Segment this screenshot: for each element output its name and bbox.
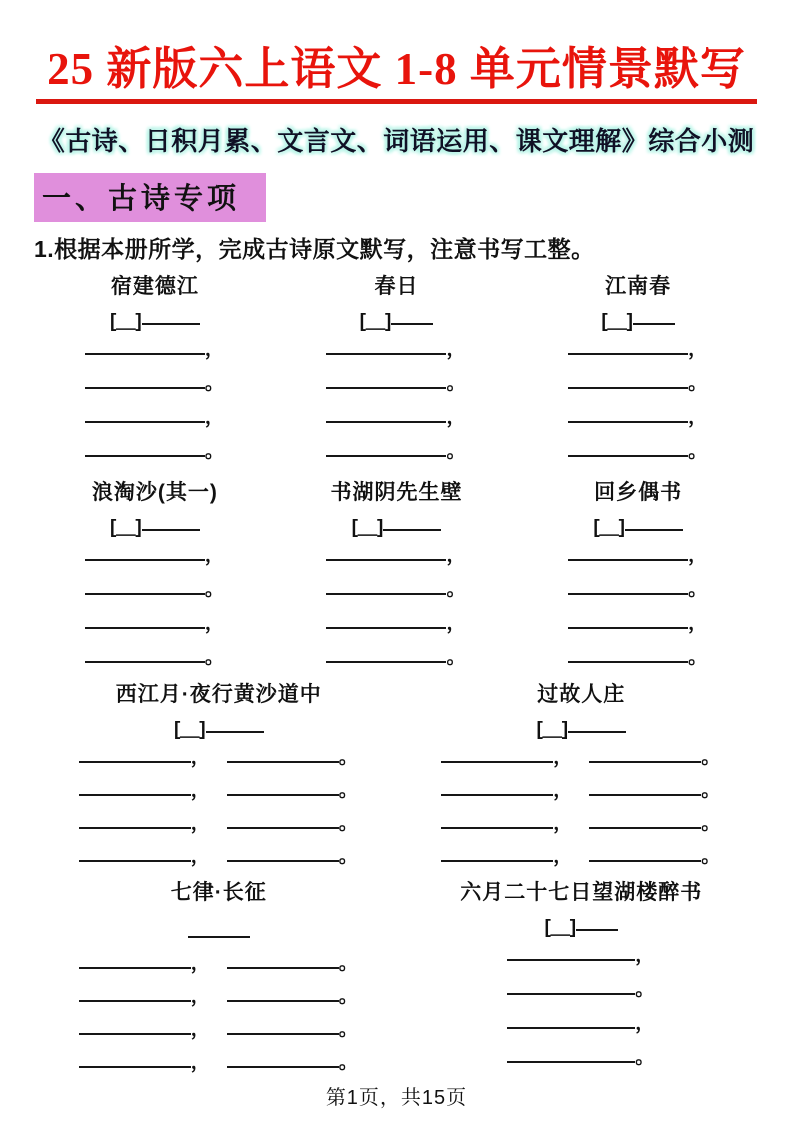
punctuation: 。 <box>204 441 224 463</box>
author-line <box>34 906 404 948</box>
poem-title: 过故人庄 <box>537 683 626 707</box>
fill-blank <box>568 541 688 561</box>
fill-blank <box>79 842 191 862</box>
punctuation: ， <box>635 1013 655 1035</box>
punctuation: 。 <box>446 441 466 463</box>
author-blank <box>206 713 264 733</box>
punctuation: ， <box>190 986 210 1008</box>
fill-blank <box>227 982 339 1002</box>
fill-blank <box>589 809 701 829</box>
fill-blank <box>568 609 688 629</box>
fill-blank <box>79 743 191 763</box>
poem-row-1 <box>34 274 759 470</box>
author-bracket: [＿] <box>536 719 569 741</box>
fill-blank <box>227 842 339 862</box>
punctuation: ， <box>204 407 224 429</box>
fill-blank <box>326 335 446 355</box>
fill-line <box>276 574 518 608</box>
punctuation: 。 <box>701 780 721 802</box>
fill-line <box>404 1042 759 1076</box>
fill-line <box>34 608 276 642</box>
author-bracket: [＿] <box>110 311 142 333</box>
fill-blank <box>441 743 553 763</box>
punctuation: ， <box>446 613 466 635</box>
punctuation: ， <box>190 1052 210 1074</box>
punctuation: 。 <box>701 813 721 835</box>
punctuation: ， <box>446 339 466 361</box>
fill-blank <box>227 743 339 763</box>
author-bracket: [＿] <box>173 719 206 741</box>
fill-blank <box>79 982 191 1002</box>
punctuation: ， <box>190 747 210 769</box>
fill-blank <box>79 809 191 829</box>
punctuation: 。 <box>446 373 466 395</box>
fill-blank <box>227 1048 339 1068</box>
author-blank <box>568 713 626 733</box>
punctuation: 。 <box>338 953 358 975</box>
punctuation: 。 <box>446 647 466 669</box>
fill-line <box>34 334 276 368</box>
section-header: 一、古诗专项 <box>34 173 266 222</box>
fill-blank <box>326 403 446 423</box>
fill-line <box>34 402 276 436</box>
punctuation: ， <box>204 339 224 361</box>
author-blank <box>625 511 683 531</box>
punctuation: 。 <box>688 441 708 463</box>
author-blank <box>633 305 675 325</box>
punctuation: 。 <box>688 647 708 669</box>
fill-line <box>404 841 759 874</box>
punctuation: ， <box>635 945 655 967</box>
fill-line <box>34 775 404 808</box>
punctuation: ， <box>553 747 573 769</box>
punctuation: 。 <box>338 986 358 1008</box>
fill-blank <box>589 842 701 862</box>
punctuation: ， <box>688 545 708 567</box>
author-blank <box>142 305 200 325</box>
fill-line <box>517 574 759 608</box>
author-bracket: [＿] <box>110 517 142 539</box>
fill-blank <box>568 437 688 457</box>
fill-blank <box>227 809 339 829</box>
section-header-wrap <box>34 173 759 222</box>
punctuation: 。 <box>338 813 358 835</box>
fill-line <box>404 974 759 1008</box>
subtitle: 《古诗、日积月累、文言文、词语运用、课文理解》综合小测 <box>38 127 755 157</box>
poem-row-3 <box>34 682 759 874</box>
punctuation: 。 <box>446 579 466 601</box>
fill-line <box>276 436 518 470</box>
author-blank <box>576 911 618 931</box>
punctuation: ， <box>190 1019 210 1041</box>
punctuation: 。 <box>701 846 721 868</box>
punctuation: 。 <box>338 1052 358 1074</box>
fill-line <box>276 368 518 402</box>
fill-blank <box>326 609 446 629</box>
punctuation: 。 <box>204 579 224 601</box>
punctuation: ， <box>688 339 708 361</box>
fill-line <box>404 808 759 841</box>
punctuation: 。 <box>338 1019 358 1041</box>
fill-blank <box>441 776 553 796</box>
fill-blank <box>326 437 446 457</box>
fill-blank <box>441 809 553 829</box>
author-bracket: [＿] <box>601 311 633 333</box>
poem-title: 六月二十七日望湖楼醉书 <box>460 881 703 905</box>
author-bracket: [＿] <box>359 311 392 333</box>
fill-line <box>34 574 276 608</box>
punctuation: 。 <box>338 846 358 868</box>
punctuation: ， <box>446 545 466 567</box>
fill-blank <box>326 643 446 663</box>
fill-blank <box>568 335 688 355</box>
fill-line <box>34 436 276 470</box>
fill-blank <box>85 369 205 389</box>
punctuation: 。 <box>338 780 358 802</box>
fill-blank <box>85 437 205 457</box>
poem-row-4 <box>34 880 759 1080</box>
fill-blank <box>589 743 701 763</box>
fill-line <box>276 642 518 676</box>
poem-title: 回乡偶书 <box>594 481 683 505</box>
fill-line <box>34 1047 404 1080</box>
fill-blank <box>326 541 446 561</box>
fill-line <box>34 1014 404 1047</box>
punctuation: ， <box>190 813 210 835</box>
author-line <box>276 300 518 334</box>
fill-blank <box>85 335 205 355</box>
punctuation: ， <box>553 846 573 868</box>
fill-blank <box>568 403 688 423</box>
author-blank <box>188 918 250 938</box>
poem-guoguren <box>404 682 759 874</box>
punctuation: 。 <box>635 1047 655 1069</box>
punctuation: 。 <box>204 373 224 395</box>
fill-blank <box>568 369 688 389</box>
poem-changzheng <box>34 880 404 1080</box>
punctuation: 。 <box>204 647 224 669</box>
fill-blank <box>568 643 688 663</box>
poem-title: 宿建德江 <box>110 275 199 299</box>
punctuation: ， <box>190 953 210 975</box>
fill-blank <box>227 949 339 969</box>
page-footer: 第1页，共15页 <box>325 1087 468 1109</box>
punctuation: ， <box>553 813 573 835</box>
poem-row-2 <box>34 480 759 676</box>
fill-line <box>34 948 404 981</box>
fill-line <box>34 642 276 676</box>
fill-blank <box>441 842 553 862</box>
fill-line <box>404 940 759 974</box>
poem-sujiandejiang <box>34 274 276 470</box>
punctuation: 。 <box>635 979 655 1001</box>
punctuation: 。 <box>688 373 708 395</box>
instruction-text: 1.根据本册所学，完成古诗原文默写，注意书写工整。 <box>34 236 595 263</box>
poem-title: 书湖阴先生壁 <box>330 481 463 505</box>
author-bracket: [＿] <box>544 917 577 939</box>
author-line <box>276 506 518 540</box>
fill-line <box>404 775 759 808</box>
author-line <box>517 300 759 334</box>
fill-line <box>404 742 759 775</box>
punctuation: 。 <box>701 747 721 769</box>
fill-blank <box>589 776 701 796</box>
poem-title: 春日 <box>374 275 419 299</box>
punctuation: ， <box>204 545 224 567</box>
poem-shuhuyin <box>276 480 518 676</box>
punctuation: 。 <box>688 579 708 601</box>
poem-title: 浪淘沙(其一) <box>91 481 218 505</box>
poem-title: 江南春 <box>605 275 672 299</box>
fill-blank <box>507 1009 635 1029</box>
fill-line <box>517 436 759 470</box>
fill-blank <box>85 403 205 423</box>
poem-wanghulou <box>404 880 759 1080</box>
fill-blank <box>85 609 205 629</box>
author-line <box>517 506 759 540</box>
punctuation: ， <box>688 613 708 635</box>
poem-huixiangoushu <box>517 480 759 676</box>
fill-blank <box>85 541 205 561</box>
fill-blank <box>568 575 688 595</box>
fill-line <box>34 808 404 841</box>
punctuation: ， <box>688 407 708 429</box>
fill-line <box>276 608 518 642</box>
fill-line <box>34 841 404 874</box>
punctuation: ， <box>446 407 466 429</box>
punctuation: ， <box>204 613 224 635</box>
fill-line <box>517 642 759 676</box>
fill-blank <box>507 1043 635 1063</box>
poem-jiangnanchun <box>517 274 759 470</box>
fill-line <box>276 540 518 574</box>
fill-blank <box>79 776 191 796</box>
fill-line <box>276 334 518 368</box>
fill-blank <box>79 949 191 969</box>
fill-blank <box>326 369 446 389</box>
fill-line <box>517 334 759 368</box>
author-bracket: [＿] <box>351 517 384 539</box>
poem-title: 七律·长征 <box>170 881 267 905</box>
fill-line <box>517 402 759 436</box>
author-line <box>34 300 276 334</box>
punctuation: 。 <box>338 747 358 769</box>
author-blank <box>383 511 441 531</box>
fill-blank <box>326 575 446 595</box>
poem-langtaosha <box>34 480 276 676</box>
fill-blank <box>507 941 635 961</box>
fill-blank <box>507 975 635 995</box>
fill-line <box>34 540 276 574</box>
fill-blank <box>85 575 205 595</box>
fill-blank <box>227 1015 339 1035</box>
fill-line <box>276 402 518 436</box>
author-blank <box>142 511 200 531</box>
fill-blank <box>79 1015 191 1035</box>
page-title: 25 新版六上语文 1-8 单元情景默写 <box>47 44 746 94</box>
fill-line <box>517 608 759 642</box>
poem-chunri <box>276 274 518 470</box>
fill-line <box>34 368 276 402</box>
fill-line <box>34 742 404 775</box>
fill-blank <box>85 643 205 663</box>
author-line <box>34 708 404 742</box>
author-line <box>34 506 276 540</box>
author-line <box>404 708 759 742</box>
author-line <box>404 906 759 940</box>
fill-blank <box>79 1048 191 1068</box>
fill-line <box>517 368 759 402</box>
fill-line <box>404 1008 759 1042</box>
title-underline <box>36 99 757 104</box>
punctuation: ， <box>553 780 573 802</box>
author-blank <box>391 305 433 325</box>
poem-title: 西江月·夜行黄沙道中 <box>115 683 322 707</box>
fill-line <box>34 981 404 1014</box>
author-bracket: [＿] <box>593 517 625 539</box>
fill-blank <box>227 776 339 796</box>
poem-xijiangyue <box>34 682 404 874</box>
punctuation: ， <box>190 780 210 802</box>
fill-line <box>517 540 759 574</box>
punctuation: ， <box>190 846 210 868</box>
